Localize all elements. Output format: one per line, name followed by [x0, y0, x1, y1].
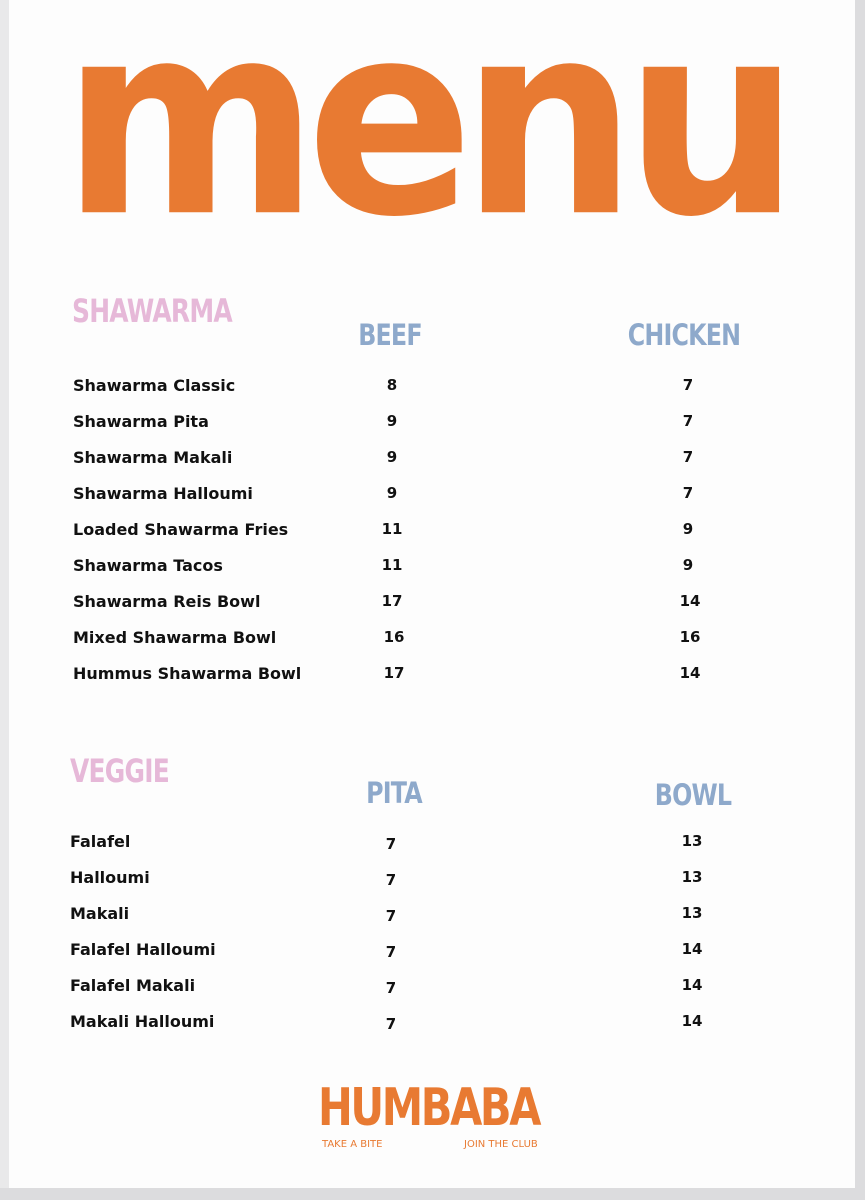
- tagline-right: JOIN THE CLUB: [464, 1139, 538, 1150]
- item-price-bowl: 13: [681, 832, 703, 850]
- item-price-chicken: 7: [682, 448, 694, 466]
- item-price-bowl: 13: [681, 868, 703, 886]
- column-head-bowl: BOWL: [654, 778, 732, 812]
- section-heading-veggie: VEGGIE: [70, 752, 169, 790]
- item-name: Falafel: [70, 832, 131, 851]
- item-price-beef: 11: [381, 556, 403, 574]
- item-name: Makali: [70, 904, 130, 923]
- item-name: Hummus Shawarma Bowl: [73, 664, 302, 683]
- brand-logo: HUMBABA: [318, 1078, 539, 1138]
- column-head-beef: BEEF: [358, 318, 422, 352]
- item-price-beef: 9: [386, 448, 398, 466]
- list-item: [0, 376, 865, 412]
- menu-title: menu: [62, 0, 788, 276]
- list-item: [0, 664, 865, 700]
- item-price-pita: 7: [385, 871, 397, 889]
- tagline-left: TAKE A BITE: [322, 1139, 383, 1150]
- item-price-pita: 7: [385, 979, 397, 997]
- list-item: [0, 976, 865, 1012]
- list-item: [0, 412, 865, 448]
- item-price-chicken: 14: [679, 664, 701, 682]
- section-heading-shawarma: SHAWARMA: [72, 292, 232, 330]
- list-item: [0, 868, 865, 904]
- item-price-pita: 7: [385, 1015, 397, 1033]
- item-price-chicken: 9: [682, 520, 694, 538]
- item-name: Shawarma Tacos: [73, 556, 223, 575]
- list-item: [0, 448, 865, 484]
- item-price-chicken: 7: [682, 376, 694, 394]
- list-item: [0, 556, 865, 592]
- list-item: [0, 628, 865, 664]
- item-price-chicken: 9: [682, 556, 694, 574]
- item-price-bowl: 14: [681, 976, 703, 994]
- item-price-bowl: 14: [681, 1012, 703, 1030]
- list-item: [0, 832, 865, 868]
- list-item: [0, 904, 865, 940]
- item-price-beef: 16: [383, 628, 405, 646]
- shawarma-list: [0, 376, 865, 700]
- column-head-pita: PITA: [366, 776, 422, 810]
- item-price-pita: 7: [385, 907, 397, 925]
- item-price-bowl: 14: [681, 940, 703, 958]
- item-name: Shawarma Halloumi: [73, 484, 253, 503]
- item-name: Loaded Shawarma Fries: [73, 520, 289, 539]
- column-head-chicken: CHICKEN: [627, 318, 741, 352]
- item-price-pita: 7: [385, 835, 397, 853]
- list-item: [0, 1012, 865, 1048]
- item-name: Falafel Halloumi: [70, 940, 216, 959]
- item-name: Shawarma Reis Bowl: [73, 592, 261, 611]
- veggie-list: [0, 832, 865, 1048]
- item-price-chicken: 16: [679, 628, 701, 646]
- item-price-bowl: 13: [681, 904, 703, 922]
- item-price-beef: 17: [381, 592, 403, 610]
- item-price-beef: 8: [386, 376, 398, 394]
- item-price-chicken: 7: [682, 484, 694, 502]
- item-price-beef: 17: [383, 664, 405, 682]
- list-item: [0, 484, 865, 520]
- page-edge-bottom: [0, 1188, 865, 1200]
- item-name: Mixed Shawarma Bowl: [73, 628, 277, 647]
- item-price-beef: 11: [381, 520, 403, 538]
- list-item: [0, 940, 865, 976]
- list-item: [0, 592, 865, 628]
- item-name: Falafel Makali: [70, 976, 196, 995]
- item-price-pita: 7: [385, 943, 397, 961]
- item-price-beef: 9: [386, 484, 398, 502]
- item-price-beef: 9: [386, 412, 398, 430]
- item-price-chicken: 14: [679, 592, 701, 610]
- item-name: Shawarma Classic: [73, 376, 236, 395]
- item-name: Makali Halloumi: [70, 1012, 215, 1031]
- item-price-chicken: 7: [682, 412, 694, 430]
- item-name: Shawarma Pita: [73, 412, 209, 431]
- item-name: Shawarma Makali: [73, 448, 233, 467]
- list-item: [0, 520, 865, 556]
- item-name: Halloumi: [70, 868, 150, 887]
